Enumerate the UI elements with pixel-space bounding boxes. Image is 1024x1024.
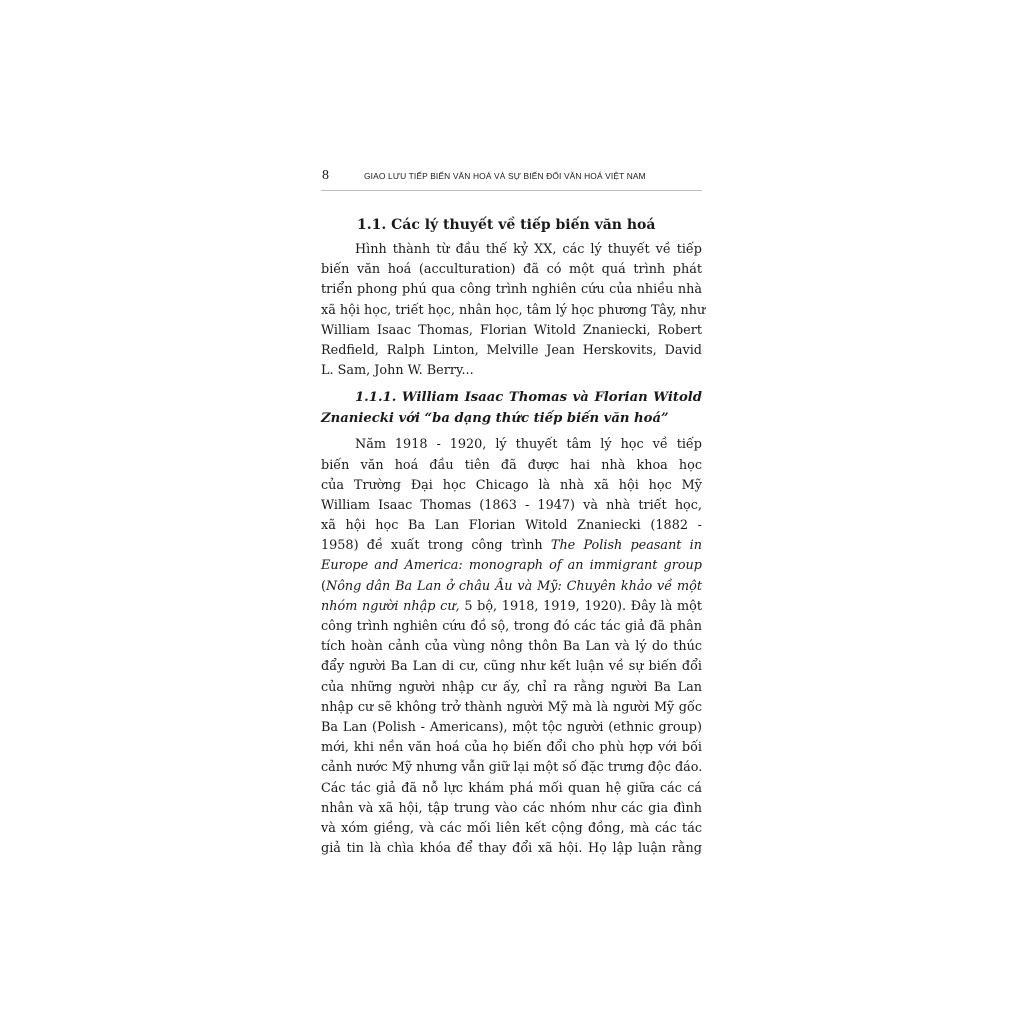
text-line: biến văn hoá đầu tiên đã được hai nhà khoa học	[321, 457, 702, 473]
section-title: 1.1. Các lý thuyết về tiếp biến văn hoá	[357, 217, 656, 233]
page-header	[321, 168, 702, 191]
text-line	[321, 577, 702, 597]
text-line: và xóm giềng, và các mối liên kết cộng đồng, mà các tác	[321, 820, 702, 836]
italic-translated-title: Nông dân Ba Lan ở châu Âu và Mỹ: Chuyên khảo về một	[326, 578, 702, 594]
text-line: công trình nghiên cứu đồ sộ, trong đó các tác giả đã phân	[321, 619, 702, 634]
running-title: GIAO LƯU TIẾP BIẾN VĂN HOÁ VÀ SỰ BIẾN ĐỔI VĂN HOÁ VIỆT NAM	[364, 171, 646, 181]
text-run: (	[321, 578, 326, 594]
text-line: biến văn hoá (acculturation) đã có một quá trình phát	[321, 262, 702, 278]
text-run: 1958) đề xuất trong công trình	[321, 538, 543, 554]
text-line: của Trường Đại học Chicago là nhà xã hội học Mỹ	[321, 477, 702, 493]
text-line: đẩy người Ba Lan di cư, cũng như kết luận về sự biến đổi	[321, 659, 702, 675]
text-line: cảnh nước Mỹ nhưng vẫn giữ lại một số đặc trưng độc đáo.	[321, 760, 703, 776]
text-line: xã hội học, triết học, nhân học, tâm lý học phương Tây, như	[321, 302, 706, 318]
text-line: Các tác giả đã nỗ lực khám phá mối quan hệ giữa các cá	[321, 780, 702, 796]
text-line: nhập cư sẽ không trở thành người Mỹ mà là người Mỹ gốc	[321, 699, 702, 715]
subsection-title-line: Znaniecki với “ba dạng thức tiếp biến văn hoá”	[321, 411, 669, 427]
text-line: Hình thành từ đầu thế kỷ XX, các lý thuyết về tiếp	[355, 242, 702, 257]
text-line: xã hội học Ba Lan Florian Witold Znaniecki (1882 -	[321, 518, 702, 534]
text-line: William Isaac Thomas (1863 - 1947) và nhà triết học,	[321, 497, 702, 513]
text-line	[321, 556, 702, 576]
italic-book-title: The Polish peasant in	[550, 538, 702, 554]
text-line: Năm 1918 - 1920, lý thuyết tâm lý học về tiếp	[355, 437, 702, 453]
text-line: William Isaac Thomas, Florian Witold Znaniecki, Robert	[321, 322, 702, 338]
paragraph-1	[321, 240, 706, 381]
book-page	[321, 168, 706, 859]
text-line: của những người nhập cư ấy, chỉ ra rằng người Ba Lan	[321, 679, 702, 695]
paragraph-2	[321, 435, 702, 859]
page-number: 8	[322, 168, 329, 183]
subsection-title-line: 1.1.1. William Isaac Thomas và Florian Witold	[355, 390, 702, 406]
text-line: giả tin là chìa khóa để thay đổi xã hội. Họ lập luận rằng	[321, 841, 702, 857]
text-line: triển phong phú qua công trình nghiên cứu của nhiều nhà	[321, 282, 702, 298]
text-line: nhân và xã hội, tập trung vào các nhóm như các gia đình	[321, 800, 702, 816]
text-line	[321, 536, 702, 556]
text-line: Redfield, Ralph Linton, Melville Jean Herskovits, David	[321, 342, 702, 358]
text-line: tích hoàn cảnh của vùng nông thôn Ba Lan và lý do thúc	[321, 639, 702, 655]
text-line: L. Sam, John W. Berry...	[321, 363, 474, 379]
text-line: mới, khi nền văn hoá của họ biến đổi cho phù hợp với bối	[321, 740, 702, 756]
italic-translated-title: nhóm người nhập cư,	[321, 598, 460, 614]
text-run: 5 bộ, 1918, 1919, 1920). Đây là một	[459, 598, 703, 614]
subsection-title	[321, 387, 702, 429]
text-line: Ba Lan (Polish - Americans), một tộc người (ethnic group)	[321, 719, 702, 735]
text-line	[321, 597, 702, 617]
italic-book-title: Europe and America: monograph of an immigrant group	[321, 558, 702, 574]
